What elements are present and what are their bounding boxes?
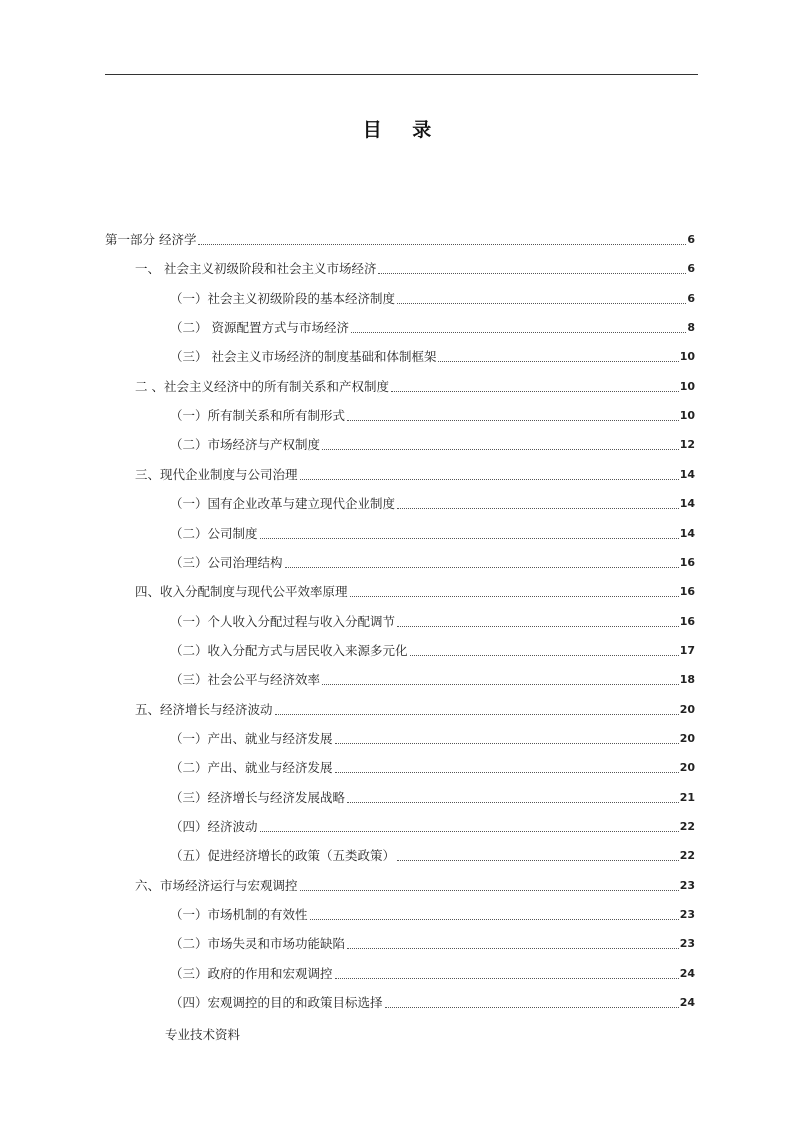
toc-entry[interactable] <box>170 554 695 572</box>
toc-entry-title: （一）个人收入分配过程与收入分配调节 <box>170 614 396 629</box>
dot-leader <box>397 860 679 861</box>
toc-entry[interactable] <box>170 642 695 660</box>
toc-entry[interactable] <box>105 231 695 249</box>
toc-entry[interactable] <box>170 847 695 865</box>
toc-entry[interactable] <box>170 407 695 425</box>
dot-leader <box>300 479 679 480</box>
toc-entry-page-number: 14 <box>679 497 695 510</box>
dot-leader <box>275 714 679 715</box>
toc-entry-title: （一）所有制关系和所有制形式 <box>170 408 346 423</box>
toc-entry-title: （一）产出、就业与经济发展 <box>170 731 333 746</box>
toc-entry-page-number: 22 <box>679 820 695 833</box>
toc-entry-title: 一、 社会主义初级阶段和社会主义市场经济 <box>135 261 377 276</box>
toc-entry[interactable] <box>170 319 695 337</box>
toc-entry-title: （三）政府的作用和宏观调控 <box>170 966 333 981</box>
dot-leader <box>260 538 679 539</box>
toc-entry-page-number: 20 <box>679 732 695 745</box>
toc-entry-page-number: 24 <box>679 967 695 980</box>
dot-leader <box>322 684 679 685</box>
toc-entry-page-number: 23 <box>679 879 695 892</box>
toc-entry[interactable] <box>170 935 695 953</box>
toc-entry-page-number: 17 <box>679 644 695 657</box>
toc-entry-page-number: 20 <box>679 703 695 716</box>
dot-leader <box>198 244 686 245</box>
toc-entry-page-number: 14 <box>679 468 695 481</box>
toc-entry-page-number: 10 <box>679 409 695 422</box>
dot-leader <box>397 626 679 627</box>
toc-entry-title: （四）宏观调控的目的和政策目标选择 <box>170 995 383 1010</box>
toc-entry[interactable] <box>170 759 695 777</box>
toc-entry-title: （二）产出、就业与经济发展 <box>170 760 333 775</box>
toc-entry-title: （一）市场机制的有效性 <box>170 907 308 922</box>
toc-entry-title: （三）公司治理结构 <box>170 555 283 570</box>
toc-entry[interactable] <box>170 613 695 631</box>
dot-leader <box>335 743 679 744</box>
toc-entry[interactable] <box>170 495 695 513</box>
dot-leader <box>347 948 679 949</box>
toc-entry-title: （五）促进经济增长的政策（五类政策） <box>170 848 396 863</box>
dot-leader <box>397 508 679 509</box>
toc-entry-title: （二）市场经济与产权制度 <box>170 437 321 452</box>
dot-leader <box>397 303 686 304</box>
toc-entry-page-number: 16 <box>679 615 695 628</box>
toc-entry-title: （三）社会公平与经济效率 <box>170 672 321 687</box>
toc-entry[interactable] <box>170 436 695 454</box>
dot-leader <box>335 772 679 773</box>
toc-entry-title: （二）收入分配方式与居民收入来源多元化 <box>170 643 408 658</box>
dot-leader <box>351 332 686 333</box>
dot-leader <box>347 802 679 803</box>
toc-entry-title: 第一部分 经济学 <box>105 232 197 247</box>
dot-leader <box>378 273 686 274</box>
page-title: 目 录 <box>362 119 444 141</box>
toc-entry[interactable] <box>135 466 695 484</box>
toc-entry-title: 三、现代企业制度与公司治理 <box>135 467 298 482</box>
toc-entry[interactable] <box>135 701 695 719</box>
toc-entry[interactable] <box>135 877 695 895</box>
toc-entry[interactable] <box>135 260 695 278</box>
toc-entry[interactable] <box>170 818 695 836</box>
toc-entry[interactable] <box>170 671 695 689</box>
toc-entry-page-number: 6 <box>687 233 695 246</box>
toc-entry-page-number: 22 <box>679 849 695 862</box>
toc-entry-title: 二 、社会主义经济中的所有制关系和产权制度 <box>135 379 389 394</box>
toc-entry-page-number: 10 <box>679 350 695 363</box>
dot-leader <box>285 567 679 568</box>
toc-entry-page-number: 16 <box>679 556 695 569</box>
dot-leader <box>391 391 679 392</box>
toc-entry-page-number: 6 <box>687 262 695 275</box>
dot-leader <box>347 420 679 421</box>
toc-entry-title: （一）社会主义初级阶段的基本经济制度 <box>170 291 396 306</box>
dot-leader <box>322 449 679 450</box>
toc-entry-title: （三） 社会主义市场经济的制度基础和体制框架 <box>170 349 437 364</box>
toc-entry-title: （一）国有企业改革与建立现代企业制度 <box>170 496 396 511</box>
toc-entry-title: （三）经济增长与经济发展战略 <box>170 790 346 805</box>
toc-entry-page-number: 8 <box>687 321 695 334</box>
toc-entry[interactable] <box>170 525 695 543</box>
toc-entry[interactable] <box>170 906 695 924</box>
toc-entry-page-number: 21 <box>679 791 695 804</box>
toc-entry[interactable] <box>170 789 695 807</box>
toc-entry-page-number: 16 <box>679 585 695 598</box>
toc-entry[interactable] <box>170 730 695 748</box>
footer-text: 专业技术资料 <box>165 1027 241 1042</box>
toc-entry-page-number: 14 <box>679 527 695 540</box>
toc-entry-title: （二）公司制度 <box>170 526 258 541</box>
dot-leader <box>300 890 679 891</box>
toc-entry[interactable] <box>170 290 695 308</box>
toc-entry-title: （二）市场失灵和市场功能缺陷 <box>170 936 346 951</box>
toc-entry-title: （四）经济波动 <box>170 819 258 834</box>
dot-leader <box>438 361 678 362</box>
toc-entry-page-number: 23 <box>679 937 695 950</box>
dot-leader <box>350 596 679 597</box>
dot-leader <box>260 831 679 832</box>
dot-leader <box>310 919 679 920</box>
toc-entry-page-number: 20 <box>679 761 695 774</box>
dot-leader <box>385 1007 679 1008</box>
toc-entry[interactable] <box>170 348 695 366</box>
toc-entry-page-number: 18 <box>679 673 695 686</box>
toc-entry[interactable] <box>135 378 695 396</box>
toc-entry-page-number: 6 <box>687 292 695 305</box>
toc-entry-title: 五、经济增长与经济波动 <box>135 702 273 717</box>
toc-entry-page-number: 23 <box>679 908 695 921</box>
toc-entry-title: 四、收入分配制度与现代公平效率原理 <box>135 584 348 599</box>
toc-entry-title: （二） 资源配置方式与市场经济 <box>170 320 349 335</box>
toc-entry[interactable] <box>170 994 695 1012</box>
toc-entry-page-number: 12 <box>679 438 695 451</box>
dot-leader <box>410 655 679 656</box>
toc-entry-page-number: 10 <box>679 380 695 393</box>
toc-entry-title: 六、市场经济运行与宏观调控 <box>135 878 298 893</box>
toc-entry-page-number: 24 <box>679 996 695 1009</box>
dot-leader <box>335 978 679 979</box>
toc-entry[interactable] <box>170 965 695 983</box>
toc-entry[interactable] <box>135 583 695 601</box>
